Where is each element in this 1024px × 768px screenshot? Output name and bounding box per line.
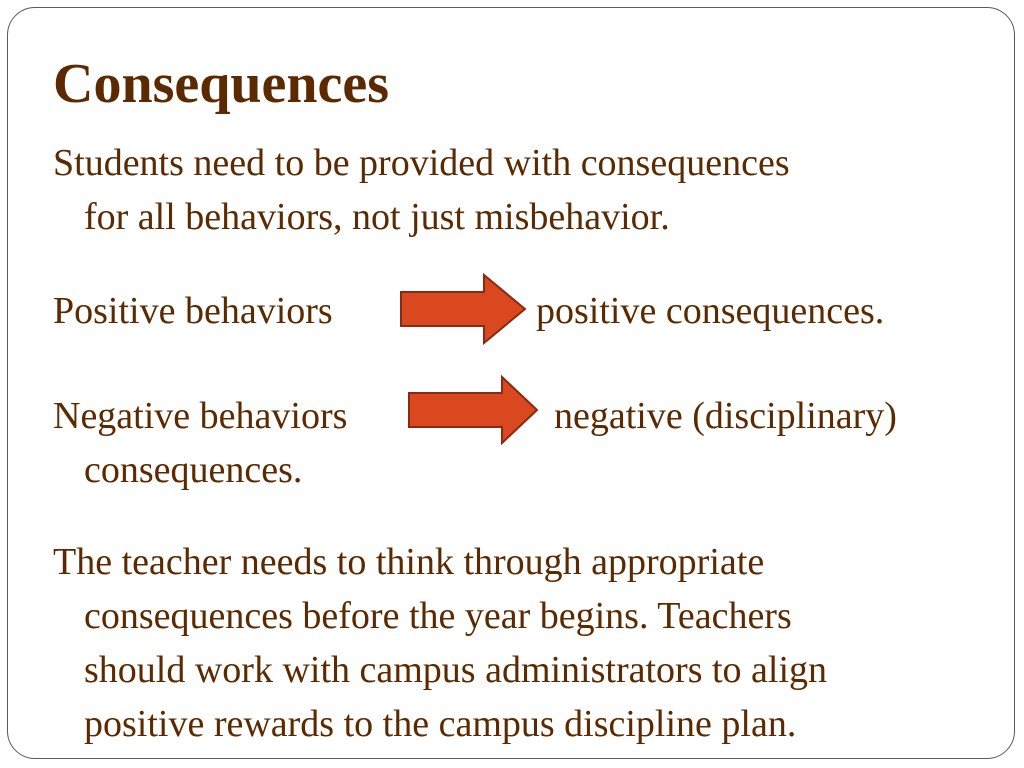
- negative-arrow-icon: [406, 374, 540, 446]
- para4-line3: should work with campus administrators to align: [84, 649, 828, 691]
- positive-arrow-icon: [398, 272, 528, 346]
- para1-line2: for all behaviors, not just misbehavior.: [84, 196, 670, 238]
- para4-line2: consequences before the year begins. Teachers: [84, 595, 792, 637]
- slide-title: Consequences: [53, 53, 390, 115]
- negative-consequences-label: negative (disciplinary): [554, 395, 897, 437]
- para4-line4: positive rewards to the campus discipline plan.: [84, 703, 797, 745]
- para4-line1: The teacher needs to think through appropriate: [53, 541, 765, 583]
- positive-consequences-label: positive consequences.: [536, 290, 885, 332]
- positive-behaviors-label: Positive behaviors: [53, 290, 333, 332]
- negative-behaviors-label: Negative behaviors: [53, 395, 348, 437]
- para1-line1: Students need to be provided with consequences: [53, 142, 790, 184]
- negative-consequences-line2: consequences.: [84, 449, 303, 491]
